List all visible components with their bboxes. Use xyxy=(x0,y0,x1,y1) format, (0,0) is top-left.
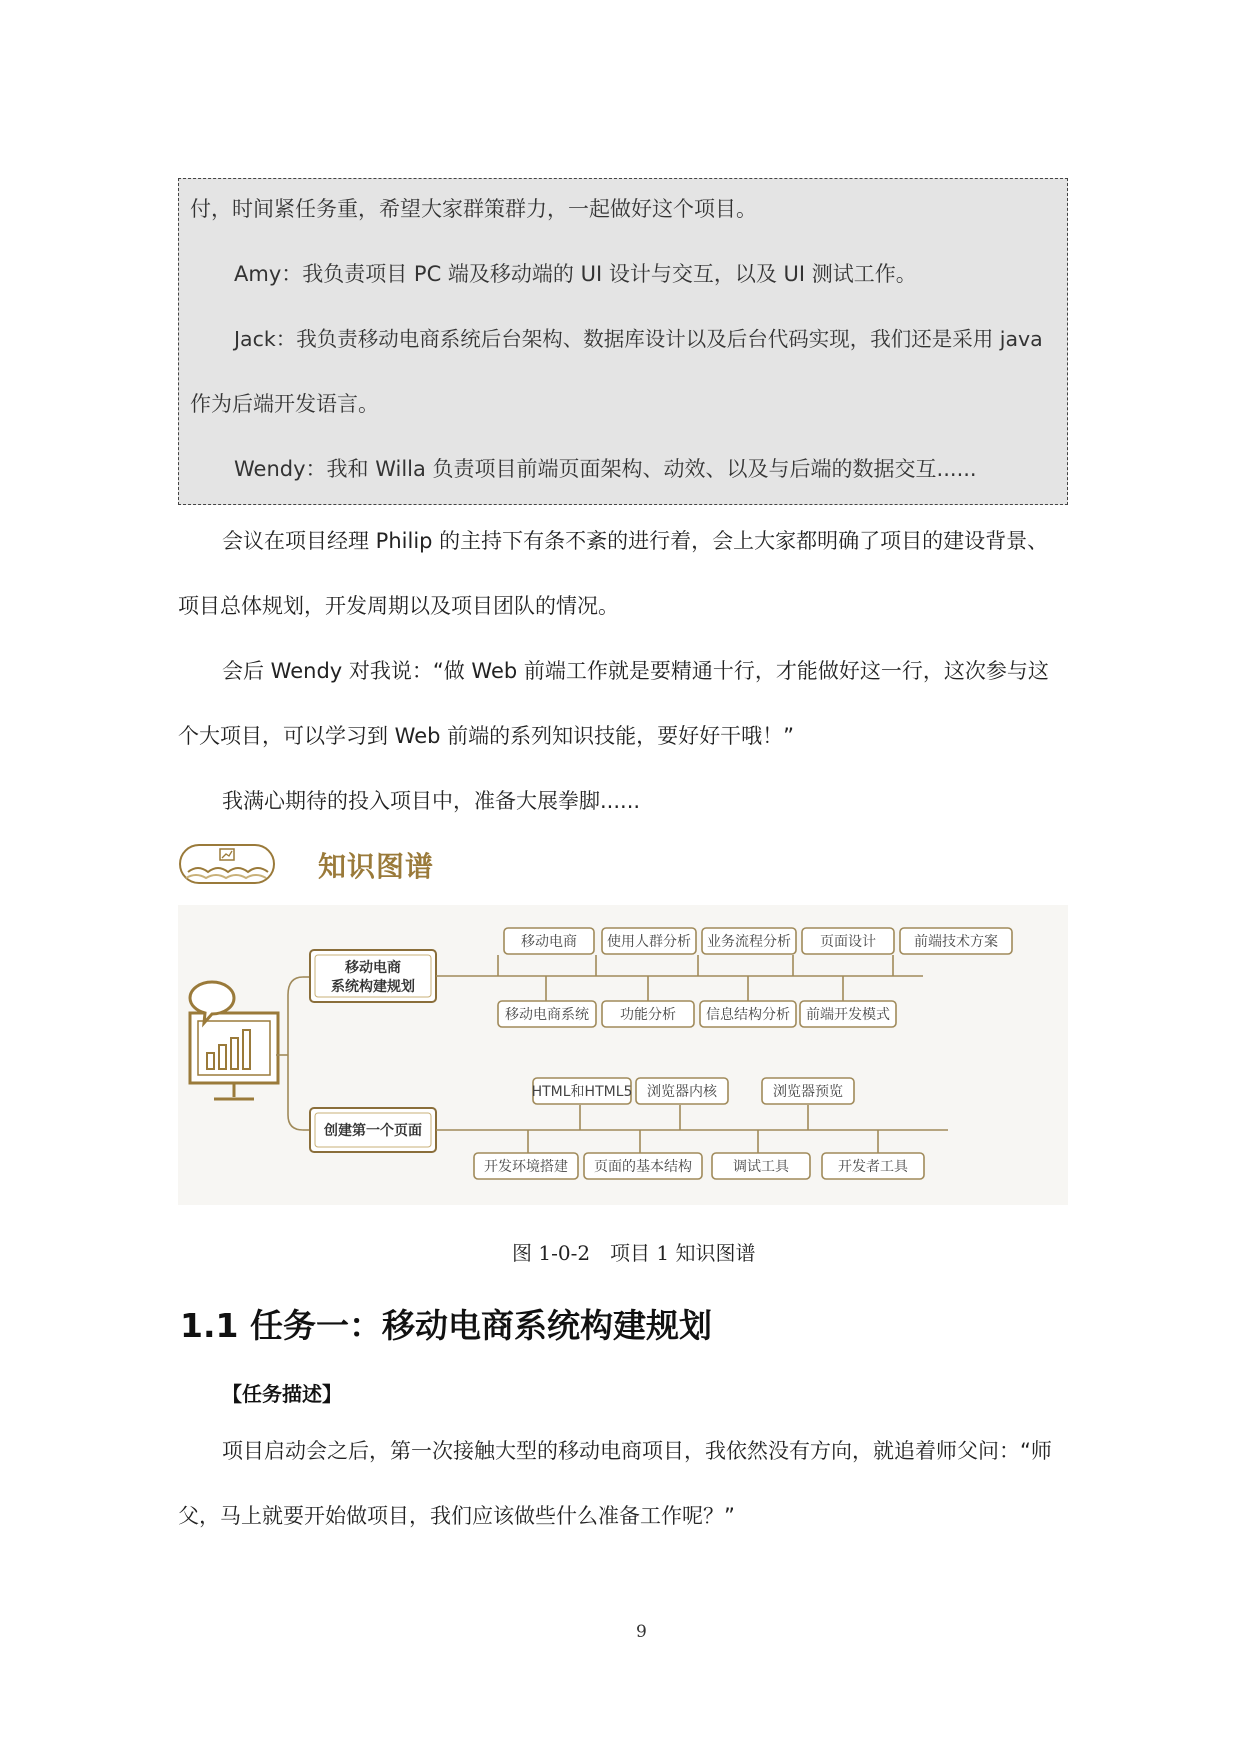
node-label: 页面设计 xyxy=(820,934,876,950)
figure-caption: 图 1-0-2 项目 1 知识图谱 xyxy=(512,1241,756,1265)
main-node-label: 系统构建规划 xyxy=(331,979,415,995)
body-paragraph: 个大项目，可以学习到 Web 前端的系列知识技能，要好好干哦！” xyxy=(178,724,795,748)
knowledge-map-badge xyxy=(178,842,278,890)
body-paragraph: 会后 Wendy 对我说：“做 Web 前端工作就是要精通十行，才能做好这一行，这次参与这 xyxy=(222,659,1049,683)
dialogue-line: 作为后端开发语言。 xyxy=(190,392,379,416)
body-paragraph: 会议在项目经理 Philip 的主持下有条不紊的进行着，会上大家都明确了项目的建设背景、 xyxy=(222,529,1049,553)
page-number: 9 xyxy=(636,1622,647,1642)
node-label: 浏览器预览 xyxy=(773,1084,843,1100)
node-label: 移动电商系统 xyxy=(505,1007,589,1023)
node-label: 信息结构分析 xyxy=(706,1007,790,1023)
dialogue-line: 付，时间紧任务重，希望大家群策群力，一起做好这个项目。 xyxy=(190,197,757,221)
node-label: 页面的基本结构 xyxy=(594,1159,692,1175)
node-label: HTML和HTML5 xyxy=(531,1084,633,1100)
main-node-label: 移动电商 xyxy=(345,960,401,976)
top-row-nodes xyxy=(504,928,1012,954)
task-description-label: 【任务描述】 xyxy=(222,1382,342,1406)
node-label: 调试工具 xyxy=(733,1159,789,1175)
dialogue-line: Amy：我负责项目 PC 端及移动端的 UI 设计与交互，以及 UI 测试工作。 xyxy=(234,262,917,286)
dialogue-line: Jack：我负责移动电商系统后台架构、数据库设计以及后台代码实现，我们还是采用 java xyxy=(234,327,1043,351)
node-label: 浏览器内核 xyxy=(647,1084,717,1100)
bottom-row-nodes-2 xyxy=(474,1153,924,1179)
node-label: 前端技术方案 xyxy=(914,934,998,950)
body-paragraph: 父，马上就要开始做项目，我们应该做些什么准备工作呢？” xyxy=(178,1504,735,1528)
knowledge-map-title: 知识图谱 xyxy=(318,850,435,883)
body-paragraph: 我满心期待的投入项目中，准备大展拳脚...... xyxy=(222,789,641,813)
upper-row-nodes-2 xyxy=(532,1078,854,1104)
node-label: 业务流程分析 xyxy=(707,934,791,950)
main-node-system-planning xyxy=(310,950,436,1002)
main-node-label: 创建第一个页面 xyxy=(324,1123,422,1139)
mid-row-nodes xyxy=(498,1001,896,1027)
main-node-first-page xyxy=(310,1108,436,1152)
chart-badge-icon xyxy=(178,842,278,886)
body-paragraph: 项目总体规划，开发周期以及项目团队的情况。 xyxy=(178,594,619,618)
dialogue-line: Wendy：我和 Willa 负责项目前端页面架构、动效、以及与后端的数据交互...... xyxy=(234,457,977,481)
node-label: 使用人群分析 xyxy=(607,934,691,950)
body-paragraph: 项目启动会之后，第一次接触大型的移动电商项目，我依然没有方向，就追着师父问：“师 xyxy=(222,1439,1052,1463)
dialogue-box xyxy=(178,178,1068,505)
section-heading: 1.1 任务一：移动电商系统构建规划 xyxy=(180,1306,712,1345)
node-label: 开发环境搭建 xyxy=(484,1159,568,1175)
monitor-chart-icon xyxy=(190,982,278,1099)
node-label: 功能分析 xyxy=(620,1007,676,1023)
knowledge-map-diagram xyxy=(178,905,1068,1205)
node-label: 前端开发模式 xyxy=(806,1007,890,1023)
node-label: 开发者工具 xyxy=(838,1159,908,1175)
node-label: 移动电商 xyxy=(521,934,577,950)
